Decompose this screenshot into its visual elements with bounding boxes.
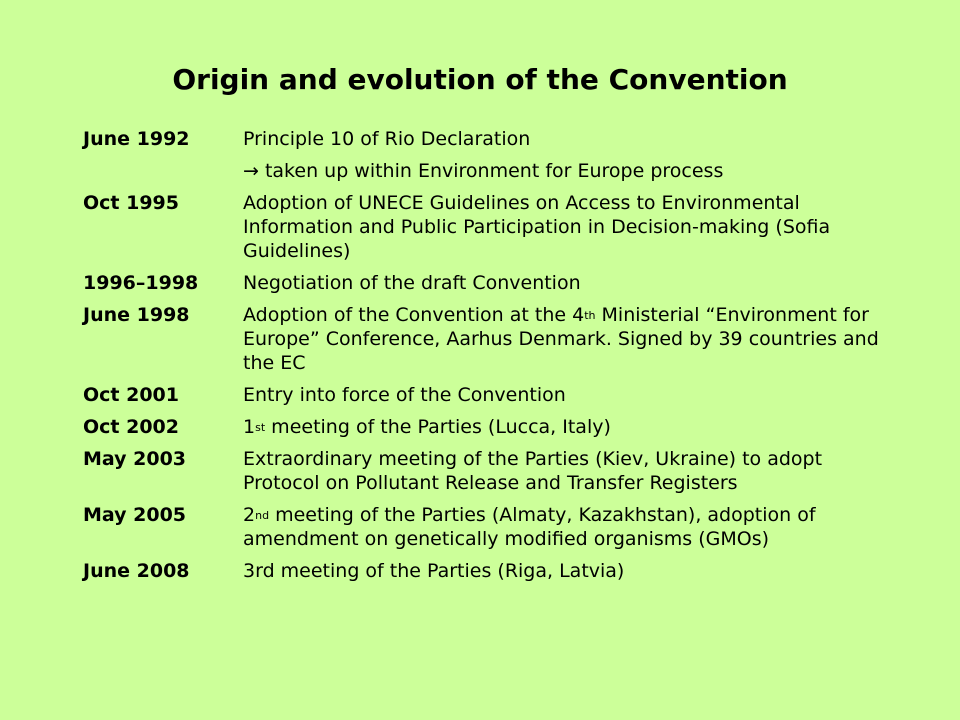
row-description: Negotiation of the draft Convention — [243, 272, 581, 294]
row-date: Oct 2001 — [83, 384, 179, 406]
timeline-row — [83, 303, 883, 375]
timeline-row — [83, 447, 883, 495]
timeline — [83, 127, 883, 591]
row-description: Adoption of UNECE Guidelines on Access to Environmental Information and Public Participation in Decision-making (Sofia Guidelines) — [243, 192, 831, 262]
timeline-row — [83, 415, 883, 439]
row-date: June 1992 — [83, 128, 190, 150]
timeline-row — [83, 271, 883, 295]
timeline-row — [83, 159, 883, 183]
row-date: Oct 1995 — [83, 192, 179, 214]
row-description: Adoption of the Convention at the 4th Ministerial “Environment for Europe” Conference, Aarhus Denmark. Signed by 39 countries and the EC — [243, 304, 879, 374]
timeline-row — [83, 127, 883, 151]
row-description: Extraordinary meeting of the Parties (Kiev, Ukraine) to adopt Protocol on Pollutant Release and Transfer Registers — [243, 448, 823, 494]
timeline-row — [83, 559, 883, 583]
row-date: June 2008 — [83, 560, 190, 582]
row-date: May 2005 — [83, 504, 187, 526]
page-title: Origin and evolution of the Convention — [172, 63, 788, 96]
right-arrow-icon: → — [243, 160, 259, 182]
timeline-row — [83, 383, 883, 407]
row-date: June 1998 — [83, 304, 190, 326]
row-description: 2nd meeting of the Parties (Almaty, Kazakhstan), adoption of amendment on genetically modified organisms (GMOs) — [243, 504, 816, 550]
row-date: 1996–1998 — [83, 272, 199, 294]
row-description: 3rd meeting of the Parties (Riga, Latvia) — [243, 560, 625, 582]
row-description: → taken up within Environment for Europe process — [243, 160, 724, 182]
row-date: May 2003 — [83, 448, 187, 470]
row-description: Entry into force of the Convention — [243, 384, 566, 406]
timeline-row — [83, 503, 883, 551]
row-date: Oct 2002 — [83, 416, 179, 438]
row-description: Principle 10 of Rio Declaration — [243, 128, 531, 150]
row-description: 1st meeting of the Parties (Lucca, Italy) — [243, 416, 611, 438]
timeline-row — [83, 191, 883, 263]
